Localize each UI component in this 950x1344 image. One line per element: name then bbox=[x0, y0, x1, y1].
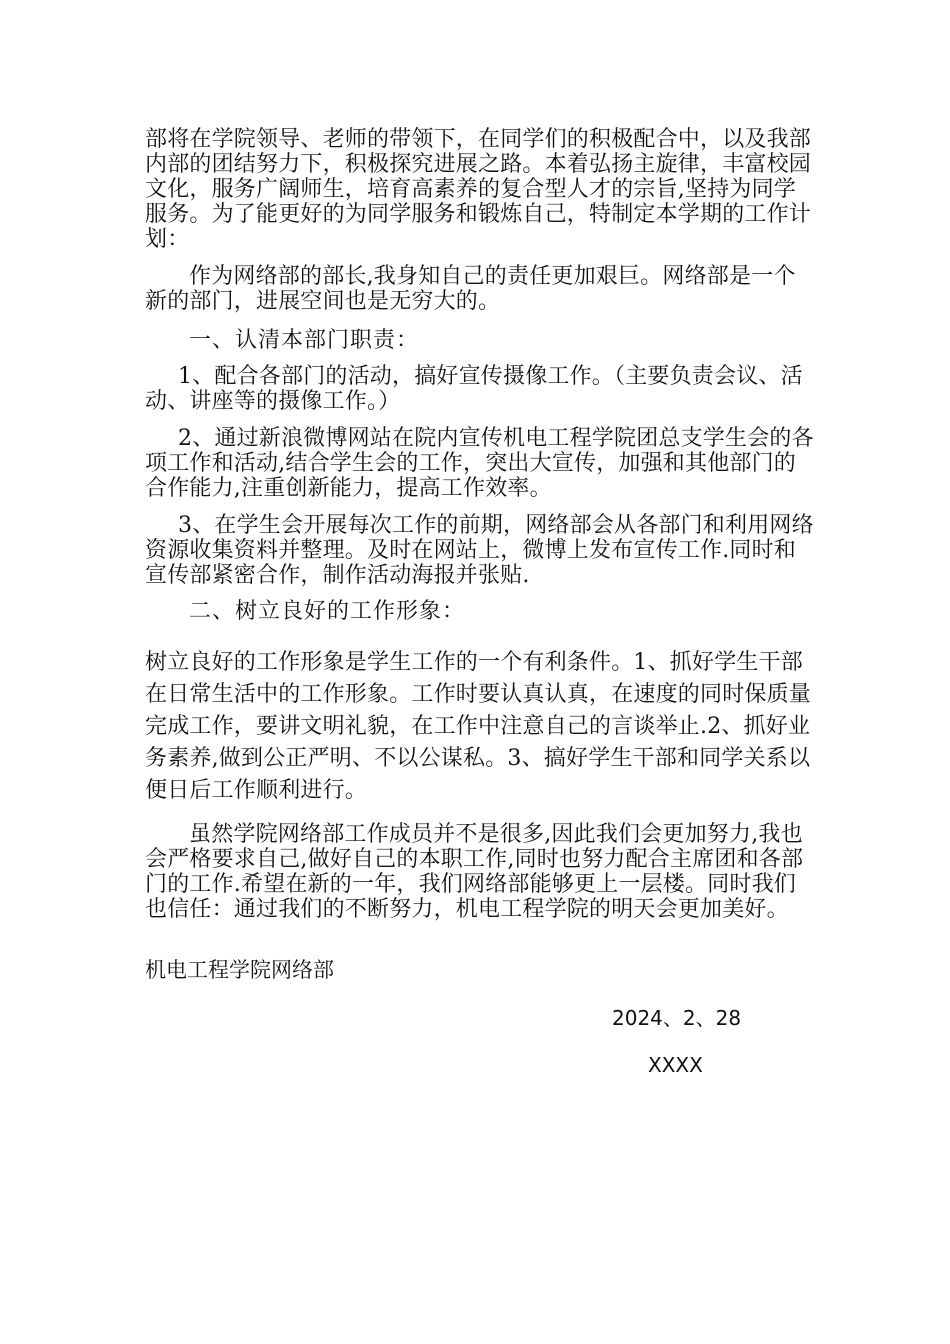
intro-paragraph: 部将在学院领导、老师的带领下，在同学们的积极配合中，以及我部内部的团结努力下，积极探究进展之路。本着弘扬主旋律，丰富校园文化，服务广阔师生，培育高素养的复合型人才的宗旨,坚持为同学服务。为了能更好的为同学服务和锻炼自己，特制定本学期的工作计划： bbox=[145, 127, 812, 252]
duty-item-1: 1、配合各部门的活动，搞好宣传摄像工作。（主要负责会议、活动、讲座等的摄像工作。） bbox=[145, 364, 803, 414]
document-mark: XXXX bbox=[648, 1053, 703, 1077]
section-2-heading: 二、树立良好的工作形象： bbox=[189, 599, 466, 624]
image-paragraph: 树立良好的工作形象是学生工作的一个有利条件。1、抓好学生干部在日常生活中的工作形象。工作时要认真认真，在速度的同时保质量完成工作，要讲文明礼貌，在工作中注意自己的言谈举止.2、抓好业务素养,做到公正严明、不以公谋私。3、搞好学生干部和同学关系以便日后工作顺利进行。 bbox=[145, 650, 812, 803]
signature: 机电工程学院网络部 bbox=[145, 958, 334, 982]
document-date: 2024、2、28 bbox=[612, 1006, 742, 1030]
duty-item-3: 3、在学生会开展每次工作的前期，网络部会从各部门和利用网络资源收集资料并整理。及时在网站上，微博上发布宣传工作.同时和宣传部紧密合作，制作活动海报并张贴. bbox=[145, 513, 814, 588]
section-1-heading: 一、认清本部门职责： bbox=[189, 328, 420, 353]
closing-paragraph: 虽然学院网络部工作成员并不是很多,因此我们会更加努力,我也会严格要求自己,做好自己的本职工作,同时也努力配合主席团和各部门的工作.希望在新的一年，我们网络部能够更上一层楼。同时我们也信任：通过我们的不断努力，机电工程学院的明天会更加美好。 bbox=[145, 822, 804, 922]
duty-item-2: 2、通过新浪微博网站在院内宣传机电工程学院团总支学生会的各项工作和活动,结合学生会的工作，突出大宣传，加强和其他部门的合作能力,注重创新能力，提高工作效率。 bbox=[145, 426, 814, 501]
role-paragraph: 作为网络部的部长,我身知自己的责任更加艰巨。网络部是一个新的部门，进展空间也是无穷大的。 bbox=[145, 264, 796, 314]
